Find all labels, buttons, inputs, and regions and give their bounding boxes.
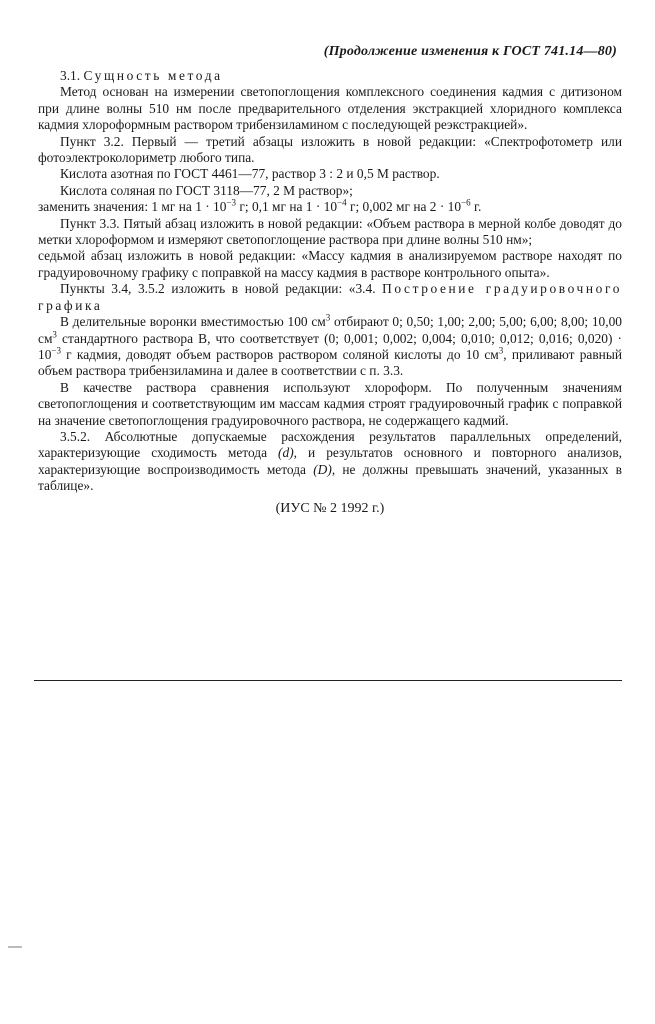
para1-text-b: отбирают 0; 0,50; 1,00; 2,00; 5,00; 6,00; 8,00; 10,00 см — [38, 314, 622, 346]
exponent: 3 — [325, 312, 331, 323]
item-3-4-para2: В качестве раствора сравнения используют хлороформ. По полученным значениям светопоглощения и соответствующим им массам кадмия строят градуировочный график с поправкой на значение светопоглощения градуировочного раствора, не содержащего кадмий. — [38, 379, 622, 428]
symbol-d-big: (D) — [313, 461, 332, 477]
section-3-1-title — [38, 68, 622, 84]
page-header: (Продолжение изменения к ГОСТ 741.14—80) — [323, 44, 617, 59]
symbol-d-small: (d) — [278, 445, 294, 461]
section-3-1-text: Метод основан на измерении светопоглощения комплексного соединения кадмия с дитизоном при длине волны 510 нм после предварительного отделения экстракцией хлоридного комплекса кадмия хлороформным раствором трибензиламином с последующей реэкстракцией». — [38, 84, 622, 133]
item-3-4-intro — [38, 281, 622, 314]
item-3-2-line2: Кислота соляная по ГОСТ 3118—77, 2 М раствор»; — [60, 182, 353, 198]
item-3-5-2 — [38, 429, 622, 495]
item-3-5-2-text-c: , не должны превышать значений, указанных в таблице». — [38, 461, 622, 494]
item-3-2-replace — [38, 199, 622, 215]
item-3-3-seventh: седьмой абзац изложить в новой редакции: «Массу кадмия в анализируемом растворе находят по градуировочному графику с поправкой на массу кадмия в растворе контрольного опыта». — [38, 248, 622, 280]
exponent: −3 — [226, 197, 237, 208]
section-title: Сущность метода — [83, 68, 223, 83]
para1-text-c: стандартного раствора В, что соответствует (0; 0,001; 0,002; 0,004; 0,010; 0,012; 0,016; 0,020) · 10 — [38, 330, 622, 362]
item-3-2-intro: Пункт 3.2. Первый — третий абзацы изложить в новой редакции: «Спектрофотометр или фотоэлектроколориметр любого типа. — [38, 133, 622, 166]
replace-text-d: г. — [470, 199, 482, 215]
item-3-3-intro: Пункт 3.3. Пятый абзац изложить в новой редакции: «Объем раствора в мерной колбе доводят до метки хлороформом и измеряют светопоглощение раствора при длине волны 510 нм»; — [38, 215, 622, 248]
replace-text-a: заменить значения: 1 мг на 1 · 10 — [38, 199, 227, 215]
exponent: −4 — [337, 197, 347, 208]
horizontal-rule — [34, 680, 622, 681]
document-body — [38, 68, 622, 517]
para1-text-e: , приливают равный объем раствора трибензиламина и далее в соответствии с п. 3.3. — [38, 346, 622, 379]
exponent: −3 — [51, 345, 61, 356]
exponent: 3 — [52, 329, 57, 340]
item-3-4-intro-text: Пункты 3.4, 3.5.2 изложить в новой редакции: «3.4. — [60, 281, 376, 297]
exponent: −6 — [461, 197, 471, 208]
scan-mark — [8, 946, 22, 948]
citation: (ИУС № 2 1992 г.) — [275, 500, 385, 516]
para1-text-a: В делительные воронки вместимостью 100 см — [60, 314, 326, 330]
exponent: 3 — [498, 345, 504, 356]
item-3-4-title: Построение градуировочного графика — [38, 281, 622, 313]
item-3-5-2-text-b: , и результатов основного и повторного анализов, характеризующие воспроизводимость метода — [38, 445, 622, 477]
item-3-5-2-text-a: 3.5.2. Абсолютные допускаемые расхождения результатов параллельных определений, характеризующие сходимость метода — [38, 428, 622, 461]
item-3-4-para1 — [38, 314, 622, 380]
item-3-2-line1: Кислота азотная по ГОСТ 4461—77, раствор 3 : 2 и 0,5 М раствор. — [60, 166, 440, 182]
replace-text-b: г; 0,1 мг на 1 · 10 — [236, 199, 338, 215]
para1-text-d: г кадмия, доводят объем растворов раствором соляной кислоты до 10 см — [60, 346, 499, 362]
section-number: 3.1. — [60, 68, 81, 83]
replace-text-c: г; 0,002 мг на 2 · 10 — [346, 199, 462, 215]
